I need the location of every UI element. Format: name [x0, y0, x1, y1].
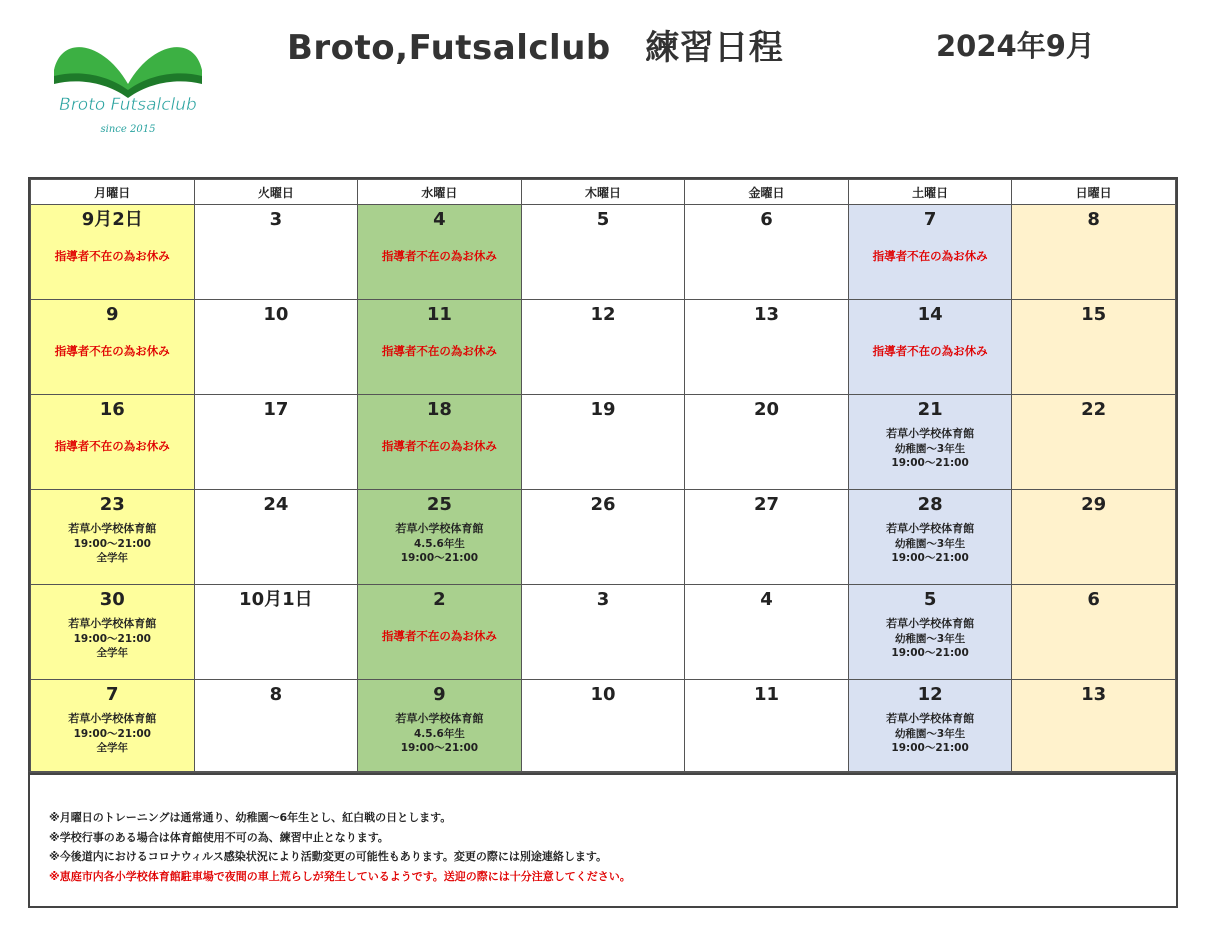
practice-info — [849, 427, 1012, 471]
club-logo — [44, 36, 212, 140]
practice-info-line: 若草小学校体育館 — [886, 712, 975, 725]
week-row — [31, 205, 1176, 300]
day-number: 13 — [754, 304, 780, 325]
practice-info-line: 若草小学校体育館 — [68, 617, 157, 630]
day-number: 8 — [1087, 209, 1100, 230]
day-number: 3 — [596, 589, 610, 610]
cancel-notice: 指導者不在の為お休み — [872, 344, 988, 358]
day-number: 10月1日 — [239, 589, 313, 610]
day-cell — [1012, 680, 1176, 773]
day-cell — [848, 395, 1012, 490]
practice-info-line: 4.5.6年生 — [413, 727, 465, 740]
practice-info-line: 若草小学校体育館 — [395, 522, 484, 535]
practice-info — [31, 712, 194, 756]
day-number: 11 — [426, 304, 452, 325]
practice-info — [31, 617, 194, 661]
weekday-header: 月曜日 — [31, 180, 195, 205]
week-row — [31, 680, 1176, 773]
weekday-header: 木曜日 — [521, 180, 685, 205]
day-cell — [31, 680, 195, 773]
practice-info — [358, 522, 521, 566]
schedule-calendar — [28, 177, 1178, 775]
day-cell — [521, 205, 685, 300]
day-number: 11 — [754, 684, 780, 705]
weekday-header-row — [31, 180, 1176, 205]
practice-info-line: 幼稚園～3年生 — [894, 442, 966, 455]
day-cell — [848, 585, 1012, 680]
day-cell — [521, 300, 685, 395]
calendar-body — [31, 205, 1176, 773]
day-cell — [194, 490, 358, 585]
practice-info-line: 19:00～21:00 — [891, 742, 969, 754]
weekday-header: 土曜日 — [848, 180, 1012, 205]
practice-info — [358, 712, 521, 756]
day-cell — [31, 490, 195, 585]
day-cell — [521, 490, 685, 585]
day-cell — [358, 585, 522, 680]
day-number: 23 — [99, 494, 125, 515]
weekday-header: 金曜日 — [685, 180, 849, 205]
day-number: 16 — [99, 399, 125, 420]
day-number: 18 — [426, 399, 452, 420]
cancel-notice: 指導者不在の為お休み — [54, 249, 170, 263]
day-cell — [31, 395, 195, 490]
day-number: 24 — [263, 494, 289, 515]
day-cell — [685, 585, 849, 680]
day-cell — [685, 300, 849, 395]
day-number: 17 — [263, 399, 289, 420]
practice-info-line: 全学年 — [96, 552, 129, 564]
day-cell — [358, 205, 522, 300]
day-number: 5 — [596, 209, 610, 230]
practice-info-line: 若草小学校体育館 — [68, 522, 157, 535]
day-number: 5 — [923, 589, 937, 610]
practice-info-line: 19:00～21:00 — [73, 727, 151, 740]
practice-info-line: 全学年 — [96, 742, 129, 754]
practice-info-line: 幼稚園～3年生 — [894, 537, 966, 550]
day-cell — [358, 395, 522, 490]
notes-box — [28, 771, 1178, 908]
day-number: 27 — [754, 494, 780, 515]
month-label: 2024年9月 — [936, 29, 1095, 63]
practice-info-line: 19:00～21:00 — [891, 457, 969, 469]
day-cell — [521, 680, 685, 773]
notes-list — [49, 808, 631, 886]
week-row — [31, 395, 1176, 490]
note-item: ※今後道内におけるコロナウィルス感染状況により活動変更の可能性もあります。変更の際には別途連絡します。 — [49, 850, 607, 863]
day-number: 4 — [433, 209, 446, 230]
day-cell — [358, 490, 522, 585]
day-number: 29 — [1081, 494, 1107, 515]
day-cell — [194, 300, 358, 395]
week-row — [31, 585, 1176, 680]
day-number: 10 — [263, 304, 289, 325]
day-cell — [194, 395, 358, 490]
day-cell — [31, 300, 195, 395]
day-number: 7 — [106, 684, 119, 705]
day-cell — [685, 490, 849, 585]
day-number: 9月2日 — [81, 209, 143, 230]
day-cell — [848, 490, 1012, 585]
day-number: 9 — [106, 304, 119, 325]
practice-info-line: 若草小学校体育館 — [886, 617, 975, 630]
day-number: 6 — [760, 209, 773, 230]
day-number: 26 — [590, 494, 616, 515]
practice-info-line: 4.5.6年生 — [413, 537, 465, 550]
cancel-notice: 指導者不在の為お休み — [381, 439, 497, 453]
day-cell — [1012, 395, 1176, 490]
day-cell — [1012, 205, 1176, 300]
day-number: 7 — [923, 209, 937, 230]
week-row — [31, 490, 1176, 585]
day-number: 21 — [917, 399, 943, 420]
day-number: 15 — [1081, 304, 1107, 325]
practice-info-line: 19:00～21:00 — [891, 647, 969, 659]
weekday-header: 水曜日 — [358, 180, 522, 205]
practice-info — [849, 522, 1012, 566]
day-cell — [521, 585, 685, 680]
practice-info-line: 若草小学校体育館 — [886, 427, 975, 440]
week-row — [31, 300, 1176, 395]
day-cell — [685, 680, 849, 773]
cancel-notice: 指導者不在の為お休み — [54, 439, 170, 453]
day-cell — [31, 585, 195, 680]
day-cell — [358, 680, 522, 773]
day-cell — [685, 395, 849, 490]
practice-info-line: 若草小学校体育館 — [395, 712, 484, 725]
day-cell — [194, 205, 358, 300]
practice-info-line: 若草小学校体育館 — [886, 522, 975, 535]
day-number: 10 — [590, 684, 616, 705]
day-cell — [1012, 490, 1176, 585]
day-number: 6 — [1087, 589, 1100, 610]
day-cell — [194, 585, 358, 680]
day-number: 19 — [590, 399, 616, 420]
cancel-notice: 指導者不在の為お休み — [381, 344, 497, 358]
logo-text: Broto Futsalclub — [59, 95, 197, 115]
cancel-notice: 指導者不在の為お休み — [381, 629, 497, 643]
day-number: 2 — [433, 589, 446, 610]
practice-info-line: 幼稚園～3年生 — [894, 632, 966, 645]
weekday-header: 日曜日 — [1012, 180, 1176, 205]
practice-info — [849, 712, 1012, 756]
cancel-notice: 指導者不在の為お休み — [54, 344, 170, 358]
cancel-notice: 指導者不在の為お休み — [872, 249, 988, 263]
practice-info-line: 幼稚園～3年生 — [894, 727, 966, 740]
practice-info — [31, 522, 194, 566]
day-cell — [31, 205, 195, 300]
day-cell — [848, 300, 1012, 395]
day-cell — [1012, 300, 1176, 395]
day-number: 9 — [433, 684, 446, 705]
day-number: 4 — [760, 589, 773, 610]
day-cell — [1012, 585, 1176, 680]
day-cell — [194, 680, 358, 773]
day-number: 3 — [269, 209, 283, 230]
weekday-header: 火曜日 — [194, 180, 358, 205]
practice-info-line: 19:00～21:00 — [400, 742, 479, 754]
practice-info-line: 19:00～21:00 — [73, 537, 151, 550]
note-item: ※恵庭市内各小学校体育館駐車場で夜間の車上荒らしが発生しているようです。送迎の際には十分注意してください。 — [49, 869, 631, 883]
day-cell — [685, 205, 849, 300]
practice-info-line: 19:00～21:00 — [400, 552, 479, 564]
day-number: 28 — [917, 494, 943, 515]
open-book-logo-icon — [44, 36, 212, 140]
day-number: 13 — [1081, 684, 1107, 705]
day-cell — [848, 680, 1012, 773]
day-cell — [521, 395, 685, 490]
calendar-table — [30, 179, 1176, 773]
cancel-notice: 指導者不在の為お休み — [381, 249, 497, 263]
day-number: 25 — [426, 494, 452, 515]
day-cell — [358, 300, 522, 395]
day-number: 12 — [917, 684, 943, 705]
day-number: 30 — [99, 589, 125, 610]
note-item: ※月曜日のトレーニングは通常通り、幼稚園～6年生とし、紅白戦の日とします。 — [49, 811, 452, 824]
day-number: 8 — [269, 684, 283, 705]
day-cell — [848, 205, 1012, 300]
note-item: ※学校行事のある場合は体育館使用不可の為、練習中止となります。 — [49, 830, 389, 844]
practice-info — [849, 617, 1012, 661]
logo-since: since 2015 — [100, 124, 156, 135]
practice-info-line: 全学年 — [96, 647, 129, 659]
day-number: 12 — [590, 304, 616, 325]
practice-info-line: 若草小学校体育館 — [68, 712, 157, 725]
day-number: 20 — [754, 399, 780, 420]
day-number: 22 — [1081, 399, 1107, 420]
practice-info-line: 19:00～21:00 — [73, 632, 151, 645]
page-title: Broto,Futsalclub 練習日程 — [287, 28, 784, 68]
day-number: 14 — [917, 304, 943, 325]
practice-info-line: 19:00～21:00 — [891, 552, 969, 564]
